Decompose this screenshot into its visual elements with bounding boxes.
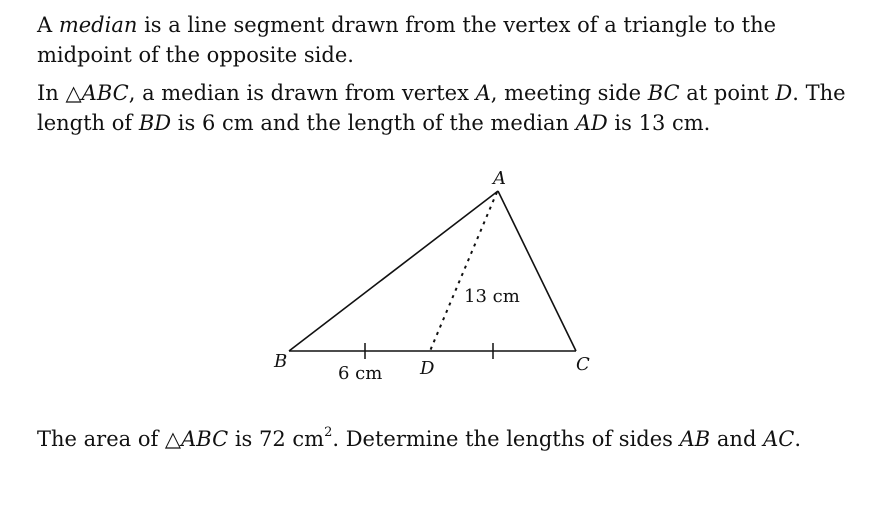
median-term: median [58,13,138,37]
intro-text-1: A [37,13,59,37]
intro-text-2: is a line segment drawn from the vertex of a triangle to the midpoint of the opposite side. [37,13,777,67]
point-d-label: D [420,358,435,379]
problem-text-1: In [37,81,66,105]
question-paragraph [37,424,877,454]
side-ac [498,191,576,351]
triangle-symbol: △ [65,81,82,105]
triangle-symbol: △ [164,427,182,451]
problem-text-2: , a median is drawn from vertex [128,81,476,105]
median-length-label: 13 cm [464,286,520,307]
vertex-a-label: A [493,168,506,189]
triangle-name: ABC [81,81,129,105]
question-text-2: is 72 cm [228,427,325,451]
side-ab [289,191,498,351]
vertex-a-ref: A [475,81,491,105]
problem-text-5: . The length of [37,81,846,135]
question-text-1: The area of [37,427,165,451]
vertex-c-label: C [576,354,590,375]
problem-text-6: is 6 cm and the length of the median [171,111,576,135]
question-text-5: . [794,427,801,451]
triangle-name: ABC [181,427,229,451]
side-ac-ref: AC [763,427,795,451]
problem-text-4: at point [679,81,776,105]
median-ad-ref: AD [575,111,608,135]
bd-length-label: 6 cm [338,363,383,384]
problem-text-3: , meeting side [490,81,648,105]
question-text-3: . Determine the lengths of sides [332,427,680,451]
point-d-ref: D [775,81,793,105]
side-ab-ref: AB [679,427,711,451]
question-text-4: and [710,427,764,451]
segment-bd-ref: BD [138,111,172,135]
problem-text-7: is 13 cm. [607,111,711,135]
area-exponent: 2 [324,425,333,440]
vertex-b-label: B [274,351,288,372]
median-ad [430,192,497,351]
side-bc-ref: BC [647,81,680,105]
